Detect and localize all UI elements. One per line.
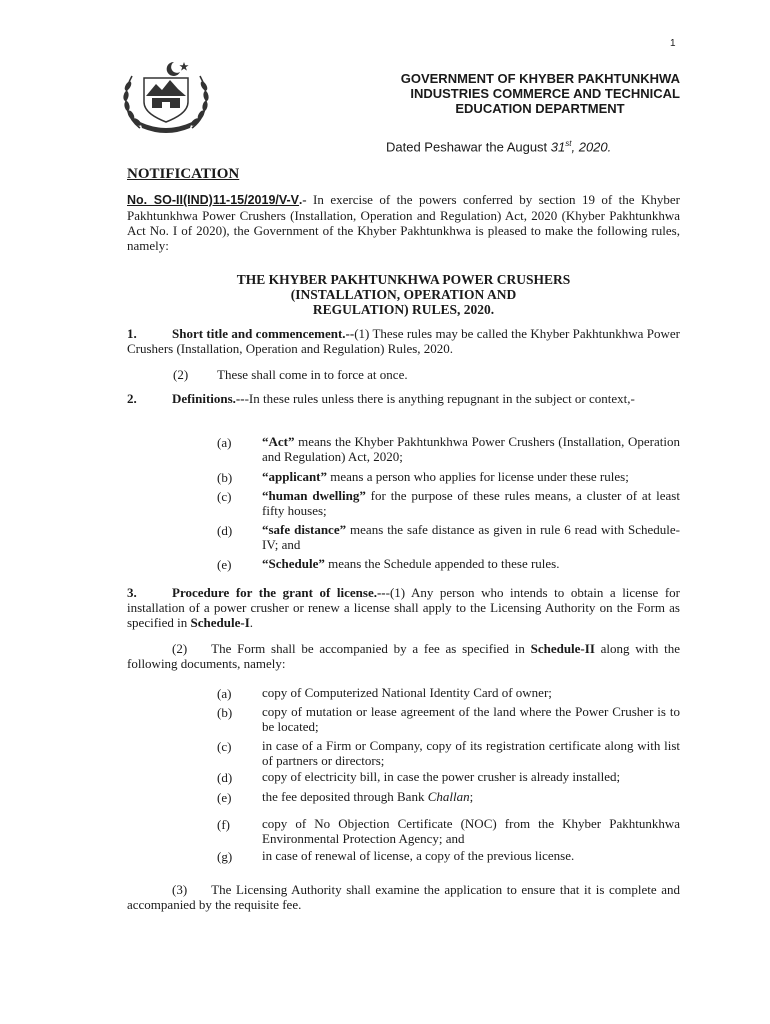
section-3-heading: Procedure for the grant of license.-- (172, 585, 386, 600)
notification-title: NOTIFICATION (127, 166, 240, 182)
date-line (386, 139, 611, 154)
section-2-number: 2. (127, 391, 137, 406)
definition-item (262, 470, 680, 485)
rules-title-line-3: REGULATION) RULES, 2020. (312, 302, 495, 317)
definition-term: “Schedule” (262, 556, 325, 571)
definition-label: (a) (217, 435, 232, 450)
date-prefix: Dated Peshawar the August (386, 139, 551, 155)
document-item-end: ; (469, 789, 474, 804)
document-item (262, 790, 680, 805)
definition-item (262, 523, 680, 552)
definition-label: (d) (217, 523, 233, 538)
document-label: (f) (217, 817, 230, 832)
definition-term: “applicant” (262, 469, 328, 484)
header-line-3: EDUCATION DEPARTMENT (455, 101, 625, 116)
section-3-sub-3-paragraph (127, 882, 680, 912)
document-item-text: the fee deposited through Bank (262, 789, 428, 804)
section-3-sub-2-text-end: along with the following documents, namely: (127, 641, 680, 671)
rules-title (127, 272, 680, 317)
definition-item (262, 489, 680, 518)
notification-number: No. SO-II(IND)11-15/2019/V-V (127, 193, 300, 207)
definition-item (262, 435, 680, 464)
document-label: (c) (217, 739, 232, 754)
definition-term: “human dwelling” (262, 488, 366, 503)
definition-text: means the Khyber Pakhtunkhwa Power Crushers (Installation, Operation and Regulation) Act, 2020; (262, 434, 680, 464)
section-3-paragraph (127, 585, 680, 630)
schedule-ii-reference: Schedule-II (530, 641, 595, 656)
notification-body: In exercise of the powers conferred by section 19 of the Khyber Pakhtunkhwa Power Crushers (Installation, Operation and Regulation) Act, 2020 (Khyber Pakhtunkhwa Act No. I of 2020), the Government of the Khyber Pakhtunkhwa is pleased to make the following rules, namely: (127, 192, 680, 253)
document-item: copy of electricity bill, in case the power crusher is already installed; (262, 769, 621, 784)
notification-paragraph (127, 192, 680, 253)
document-label: (b) (217, 705, 233, 720)
date-year: , 2020. (571, 139, 612, 155)
section-3-text-end: . (249, 615, 254, 630)
page-number: 1 (670, 38, 676, 49)
document-label: (e) (217, 790, 232, 805)
definition-item (262, 557, 680, 572)
section-2-text: -In these rules unless there is anything repugnant in the subject or context,- (244, 391, 635, 406)
rules-title-line-1: THE KHYBER PAKHTUNKHWA POWER CRUSHERS (236, 272, 571, 287)
section-1-sub-2-text: These shall come in to force at once. (217, 367, 408, 382)
date-suffix: st (565, 139, 572, 148)
document-label: (g) (217, 849, 233, 864)
section-1-sub-2-label: (2) (173, 367, 189, 382)
section-3-sub-2-text: The Form shall be accompanied by a fee as specified in (211, 641, 531, 656)
header-line-1: GOVERNMENT OF KHYBER PAKHTUNKHWA (400, 71, 680, 86)
section-3-sub-2-label: (2) (172, 641, 188, 656)
date-day: 31 (550, 139, 566, 155)
rules-title-line-2: (INSTALLATION, OPERATION AND (290, 287, 517, 302)
challan-term: Challan (427, 789, 470, 804)
section-1-number: 1. (127, 326, 137, 341)
definition-label: (c) (217, 489, 232, 504)
section-1-paragraph (127, 326, 680, 356)
definition-text: means a person who applies for license under these rules; (327, 469, 629, 484)
document-item: in case of a Firm or Company, copy of its registration certificate along with list of partners or directors; (262, 738, 680, 768)
government-emblem (118, 56, 214, 134)
document-item: copy of Computerized National Identity Card of owner; (262, 685, 552, 700)
section-3-sub-3-text: The Licensing Authority shall examine the application to ensure that it is complete and accompanied by the requisite fee. (127, 882, 680, 912)
document-item: in case of renewal of license, a copy of the previous license. (262, 848, 575, 863)
section-3-number: 3. (127, 585, 137, 600)
department-header (320, 71, 680, 116)
definition-text: means the safe distance as given in rule 6 read with Schedule-IV; and (262, 522, 680, 552)
definition-term: “Act” (262, 434, 295, 449)
section-3-sub-3-label: (3) (172, 882, 188, 897)
schedule-i-reference: Schedule-I (190, 615, 250, 630)
notification-number-suffix: .- (299, 192, 307, 207)
document-label: (d) (217, 770, 233, 785)
header-line-2: INDUSTRIES COMMERCE AND TECHNICAL (410, 86, 680, 101)
document-label: (a) (217, 686, 232, 701)
definition-term: “safe distance” (262, 522, 347, 537)
section-3-text: -(1) Any person who intends to obtain a license for installation of a power crusher or renew a license shall apply to the Licensing Authority on the Form as specified in (127, 585, 680, 630)
section-1-heading: Short title and commencement.-- (172, 326, 355, 341)
section-3-sub-2-paragraph (127, 641, 680, 671)
section-2-heading: Definitions.-- (172, 391, 245, 406)
section-2-paragraph (127, 391, 680, 406)
definition-label: (e) (217, 557, 232, 572)
definition-text: means the Schedule appended to these rules. (324, 556, 560, 571)
definition-text: for the purpose of these rules means, a cluster of at least fifty houses; (262, 488, 680, 518)
document-item: copy of mutation or lease agreement of the land where the Power Crusher is to be located; (262, 704, 680, 734)
definition-label: (b) (217, 470, 233, 485)
document-item: copy of No Objection Certificate (NOC) from the Khyber Pakhtunkhwa Environmental Protection Agency; and (262, 816, 680, 846)
section-1-text: (1) These rules may be called the Khyber Pakhtunkhwa Power Crushers (Installation, Operation and Regulation) Rules, 2020. (127, 326, 680, 356)
